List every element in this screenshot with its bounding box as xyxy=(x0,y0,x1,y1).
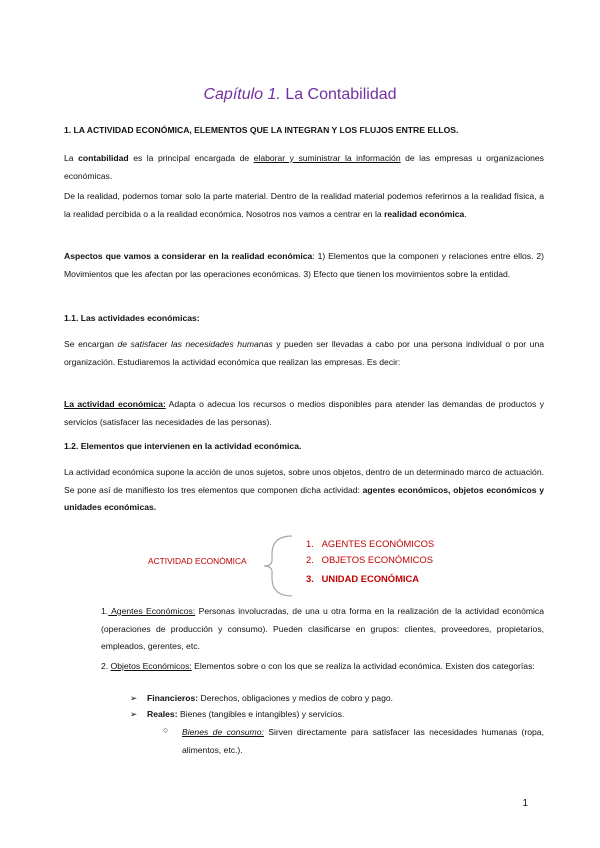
list-item-agentes: 1. Agentes Económicos: Personas involucradas, de una u otra forma en la realización de la actividad económica (operaciones de producción y consumo). Pueden clasificarse en grupos: clientes, proveedores, propietarios, empleados, gerentes, etc. xyxy=(101,606,545,651)
bullet-arrow-icon: ➢ xyxy=(130,693,138,703)
circle-bullet-icon: ○ xyxy=(163,725,169,735)
chapter-name: La Contabilidad xyxy=(285,86,397,103)
paragraph-contabilidad: La contabilidad es la principal encargada de elaborar y suministrar la información de las empresas u organizaciones económicas. xyxy=(64,153,544,181)
subsection-heading-1-2: 1.2. Elementos que intervienen en la actividad económica. xyxy=(64,441,302,451)
paragraph-definicion: La actividad económica: Adapta o adecua los recursos o medios disponibles para atender las demandas de productos y servicios (satisfacer las necesidades de las personas). xyxy=(64,399,544,427)
diagram-item-objetos: 2. OBJETOS ECONÓMICOS xyxy=(306,554,433,565)
chapter-number: Capítulo 1. xyxy=(203,86,281,103)
sub-item-bienes-consumo: Bienes de consumo: Sirven directamente para satisfacer las necesidades humanas (ropa, alimentos, etc.). xyxy=(182,727,544,755)
paragraph-elementos: La actividad económica supone la acción de unos sujetos, sobre unos objetos, dentro de un determinado marco de actuación. Se pone así de manifiesto los tres elementos que componen dicha actividad: agentes económicos, objetos económicos y unidades económicas. xyxy=(64,467,544,512)
bullet-arrow-icon: ➢ xyxy=(130,709,138,719)
list-item-objetos: 2. Objetos Económicos: Elementos sobre o con los que se realiza la actividad económica. Existen dos categorías: xyxy=(101,661,535,671)
diagram-item-agentes: 1. AGENTES ECONÓMICOS xyxy=(306,538,435,549)
bullet-reales: Reales: Bienes (tangibles e intangibles) y servicios. xyxy=(147,709,345,719)
chapter-title xyxy=(0,86,600,104)
diagram-item-unidad: 3. UNIDAD ECONÓMICA xyxy=(306,573,420,584)
section-heading-1: 1. LA ACTIVIDAD ECONÓMICA, ELEMENTOS QUE LA INTEGRAN Y LOS FLUJOS ENTRE ELLOS. xyxy=(64,125,459,135)
diagram-label: ACTIVIDAD ECONÓMICA xyxy=(148,556,247,566)
paragraph-actividades: Se encargan de satisfacer las necesidades humanas y pueden ser llevadas a cabo por una persona individual o por una organización. Estudiaremos la actividad económica que realizan las empresas. Es decir: xyxy=(64,339,545,367)
diagram-brace xyxy=(262,534,302,598)
paragraph-aspectos: Aspectos que vamos a considerar en la realidad económica: 1) Elementos que la componen y relaciones entre ellos. 2) Movimientos que les afectan por las operaciones económicas. 3) Efecto que tienen los movimientos sobre la entidad. xyxy=(64,251,544,279)
paragraph-realidad: De la realidad, podemos tomar solo la parte material. Dentro de la realidad material podemos referirnos a la realidad física, a la realidad percibida o a la realidad económica. Nosotros nos vamos a centrar en la realidad económica. xyxy=(64,191,544,219)
page-number: 1 xyxy=(522,798,528,809)
subsection-heading-1-1: 1.1. Las actividades económicas: xyxy=(64,313,200,323)
bullet-financieros: Financieros: Derechos, obligaciones y medios de cobro y pago. xyxy=(147,693,394,703)
